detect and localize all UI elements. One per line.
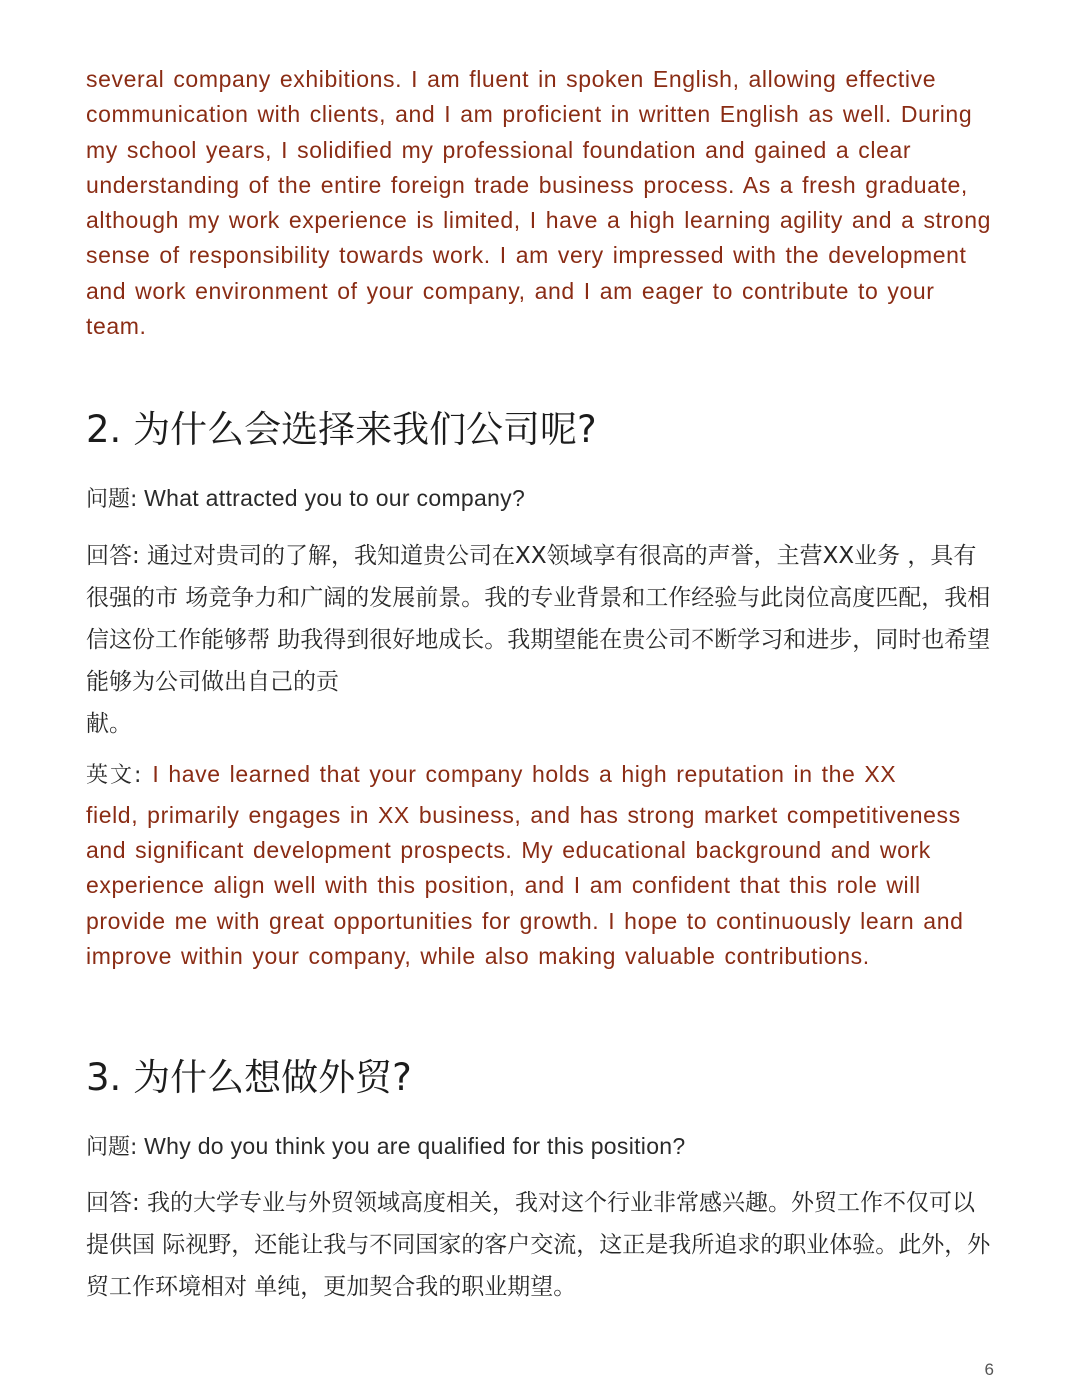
section-2-question-label: 问题:: [86, 487, 138, 512]
section-2-english-first-text: I have learned that your company holds a high reputation in the XX: [143, 761, 897, 787]
section-2-answer-text: 通过对贵司的了解，我知道贵公司在XX领域享有很高的声誉，主营XX业务 ，具有很强的市 场竞争力和广阔的发展前景。我的专业背景和工作经验与此岗位高度匹配，我相信这份工作能够帮 助我得到很好地成长。我期望能在贵公司不断学习和进步，同时也希望能够为公司做出自己的贡: [86, 543, 991, 695]
section-2-english-answer: [86, 752, 986, 974]
section-2-english-label: 英文:: [86, 763, 144, 788]
intro-paragraph: several company exhibitions. I am fluent in spoken English, allowing effective communication with clients, and I am proficient in written English as well. During my school years, I solidified my professional foundation and gained a clear understanding of the entire foreign trade business process. As a fresh graduate, although my work experience is limited, I have a high learning agility and a strong sense of responsibility towards work. I am very impressed with the development and work environment of your company, and I am eager to contribute to your team.: [86, 66, 991, 340]
section-2-heading: 2. 为什么会选择来我们公司呢?: [86, 408, 597, 451]
section-3-answer: [86, 1182, 991, 1308]
section-2-question: [86, 482, 996, 516]
section-2-answer-label: 回答:: [86, 543, 140, 569]
page-number: 6: [984, 1360, 994, 1379]
section-3-question-text: Why do you think you are qualified for this position?: [137, 1133, 686, 1159]
section-3-question: [86, 1130, 996, 1164]
section-3-heading: 3. 为什么想做外贸?: [86, 1056, 412, 1099]
section-3-answer-label: 回答:: [86, 1190, 140, 1216]
section-3-answer-text: 我的大学专业与外贸领域高度相关，我对这个行业非常感兴趣。外贸工作不仅可以提供国 际视野，还能让我与不同国家的客户交流，这正是我所追求的职业体验。此外，外贸工作环境相对 单纯，更加契合我的职业期望。: [86, 1190, 991, 1300]
section-2-question-text: What attracted you to our company?: [137, 485, 526, 511]
section-3-question-label: 问题:: [86, 1135, 138, 1160]
section-2-english-first-line: [86, 752, 986, 798]
section-2-english-text: field, primarily engages in XX business, and has strong market competitiveness and significant development prospects. My educational background and work experience align well with this position, and I am confident that this role will provide me with great opportunities for growth. I hope to continuously learn and improve within your company, while also making valuable contributions.: [86, 802, 964, 969]
section-2-answer: [86, 535, 991, 745]
section-2-answer-tail: 献。: [86, 711, 132, 737]
